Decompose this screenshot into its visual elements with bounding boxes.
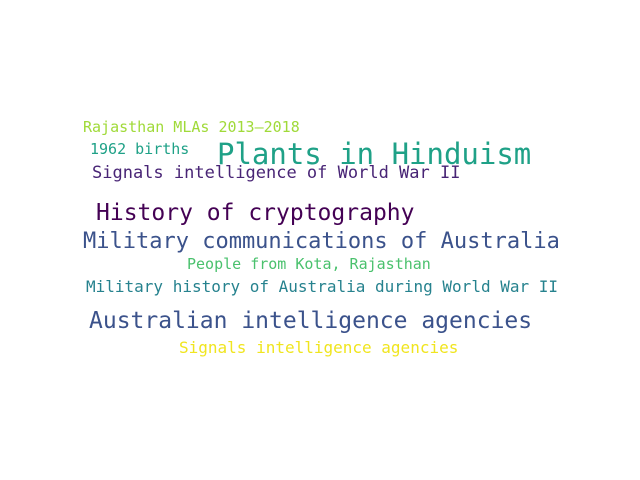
word-military-history-australia-ww2: Military history of Australia during World War II — [86, 277, 559, 296]
word-people-from-kota: People from Kota, Rajasthan — [187, 255, 431, 273]
word-military-communications-australia: Military communications of Australia — [83, 229, 560, 254]
word-1962-births: 1962 births — [90, 140, 190, 158]
word-plants-in-hinduism: Plants in Hinduism — [217, 137, 532, 171]
word-history-of-cryptography: History of cryptography — [96, 200, 415, 226]
word-signals-intelligence-agencies: Signals intelligence agencies — [179, 338, 459, 357]
word-australian-intelligence-agencies: Australian intelligence agencies — [89, 308, 533, 334]
word-rajasthan-mlas: Rajasthan MLAs 2013–2018 — [83, 118, 300, 136]
word-signals-intelligence-ww2: Signals intelligence of World War II — [92, 163, 461, 183]
